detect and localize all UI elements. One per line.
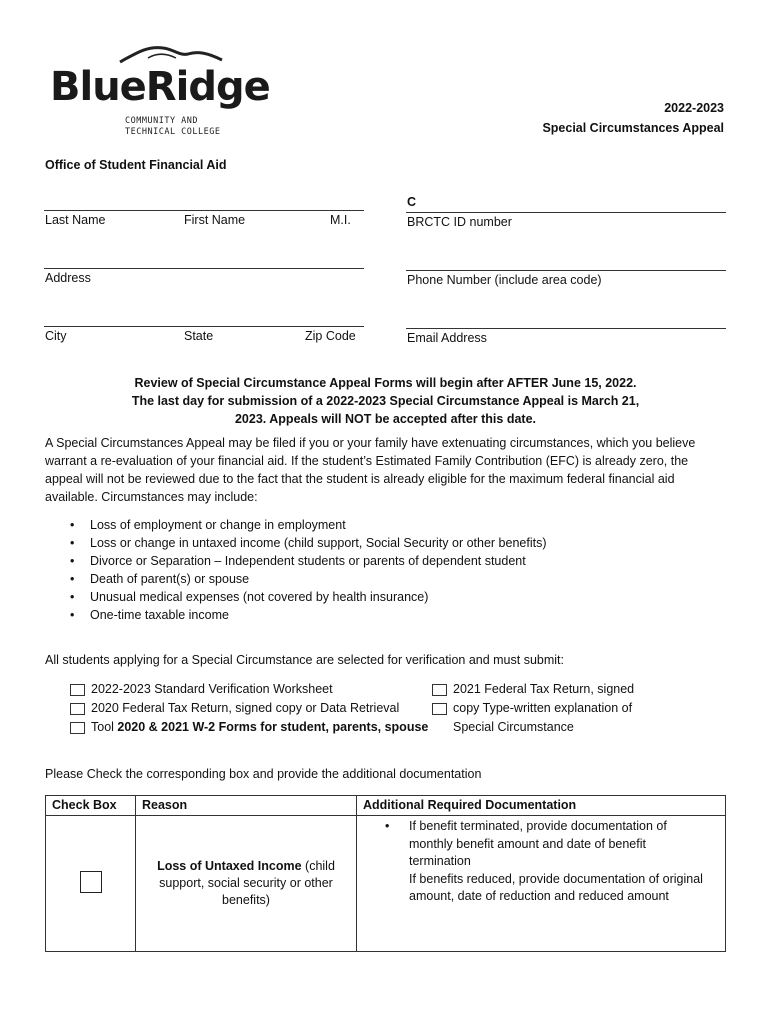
doc-line-4: If benefits reduced, provide documentation of original [409,871,703,886]
reason-text-3: benefits) [222,893,270,907]
doc-line-5: amount, date of reduction and reduced amount [409,889,669,903]
phone-label: Phone Number (include area code) [407,273,602,287]
form-title: Special Circumstances Appeal [542,121,724,135]
row-checkbox-cell [46,816,136,952]
documentation-table [45,795,726,952]
notice [45,374,726,428]
mi-label: M.I. [330,213,351,227]
checkbox[interactable] [80,871,102,893]
verification-right-2-cont [453,718,574,737]
checkbox-label-prefix: Tool [91,720,118,734]
list-item [70,606,547,624]
checkbox[interactable] [70,703,85,715]
bullet-icon: • [70,518,75,532]
checkbox-label: 2020 Federal Tax Return, signed copy or Data Retrieval [91,701,400,715]
id-label: BRCTC ID number [407,215,512,229]
name-line[interactable] [44,210,364,211]
intro-line-2: warrant a re-evaluation of your financial aid. If the student’s Estimated Family Contribution (EFC) is already zero, the [45,454,689,468]
header-docs: Additional Required Documentation [357,796,726,816]
list-item-text: Loss or change in untaxed income (child support, Social Security or other benefits) [90,536,547,550]
city-line[interactable] [44,326,364,327]
table-instructions: Please Check the corresponding box and provide the additional documentation [45,767,482,781]
list-item [70,534,547,552]
list-item [70,552,547,570]
circumstances-list [70,516,547,624]
header-check-box: Check Box [46,796,136,816]
checkbox-label: 2021 Federal Tax Return, signed [453,682,635,696]
checkbox-label-continued: Special Circumstance [453,720,574,734]
intro-line-3: appeal will not be reviewed due to the fact that the student is already eligible for the maximum federal financial aid [45,472,675,486]
logo-subtitle-1: COMMUNITY AND [125,116,199,126]
header-reason: Reason [136,796,357,816]
intro-line-4: available. Circumstances may include: [45,490,258,504]
bullet-icon: • [385,819,390,833]
doc-line-3: termination [409,854,471,868]
row-docs-cell [357,816,726,952]
list-item-text: Divorce or Separation – Independent students or parents of dependent student [90,554,526,568]
bullet-icon: • [70,536,75,550]
checkbox[interactable] [70,722,85,734]
checkbox-label-bold: 2020 & 2021 W-2 Forms for student, parents, spouse [117,720,429,734]
bullet-icon: • [70,554,75,568]
phone-line[interactable] [406,270,726,271]
reason-text-2: support, social security or other [159,876,333,890]
verification-left-1 [70,680,333,699]
office-name: Office of Student Financial Aid [45,158,227,172]
doc-line-2: monthly benefit amount and date of benefit [409,836,646,851]
email-label: Email Address [407,331,487,345]
list-item-text: Loss of employment or change in employment [90,518,346,532]
notice-line-3: 2023. Appeals will NOT be accepted after this date. [234,412,537,426]
list-item-text: One-time taxable income [90,608,229,622]
table-header-row [46,796,726,816]
verification-right-2 [432,699,632,718]
zip-label: Zip Code [305,329,356,343]
notice-line-1: Review of Special Circumstance Appeal Forms will begin after AFTER June 15, 2022. [134,376,637,390]
list-item [70,588,547,606]
email-line[interactable] [406,328,726,329]
checkbox[interactable] [432,703,447,715]
logo-wordmark: BlueRidge [50,64,270,110]
checkbox[interactable] [432,684,447,696]
first-name-label: First Name [184,213,246,227]
verification-right-1 [432,680,634,699]
last-name-label: Last Name [45,213,106,227]
checkbox-label: 2022-2023 Standard Verification Worksheet [91,682,333,696]
list-item-text: Death of parent(s) or spouse [90,572,250,586]
address-line[interactable] [44,268,364,269]
checkbox-label: copy Type-written explanation of [453,701,633,715]
reason-text-1: (child [301,859,335,873]
id-prefix: C [407,195,417,209]
list-item-text: Unusual medical expenses (not covered by health insurance) [90,590,429,604]
address-label: Address [45,271,91,285]
verification-left-3 [70,718,428,737]
bullet-icon: • [70,572,75,586]
reason-title: Loss of Untaxed Income [157,859,302,873]
row-reason-cell [136,816,357,952]
id-line[interactable] [406,212,726,213]
checkbox[interactable] [70,684,85,696]
verification-intro: All students applying for a Special Circumstance are selected for verification and must submit: [45,653,564,667]
city-label: City [45,329,67,343]
notice-line-2: The last day for submission of a 2022-2023 Special Circumstance Appeal is March 21, [131,394,640,408]
doc-line-1: If benefit terminated, provide documentation of [409,819,667,833]
intro-line-1: A Special Circumstances Appeal may be filed if you or your family have extenuating circumstances, which you believe [45,436,696,450]
list-item [70,570,547,588]
logo-subtitle-2: TECHNICAL COLLEGE [125,127,221,137]
bullet-icon: • [70,590,75,604]
form-year: 2022-2023 [664,101,724,115]
table-row [46,816,726,952]
verification-left-2 [70,699,399,718]
mountain-logo-mark [118,44,224,66]
bullet-icon: • [70,608,75,622]
intro-paragraph [45,434,735,506]
state-label: State [184,329,214,343]
list-item [70,516,547,534]
